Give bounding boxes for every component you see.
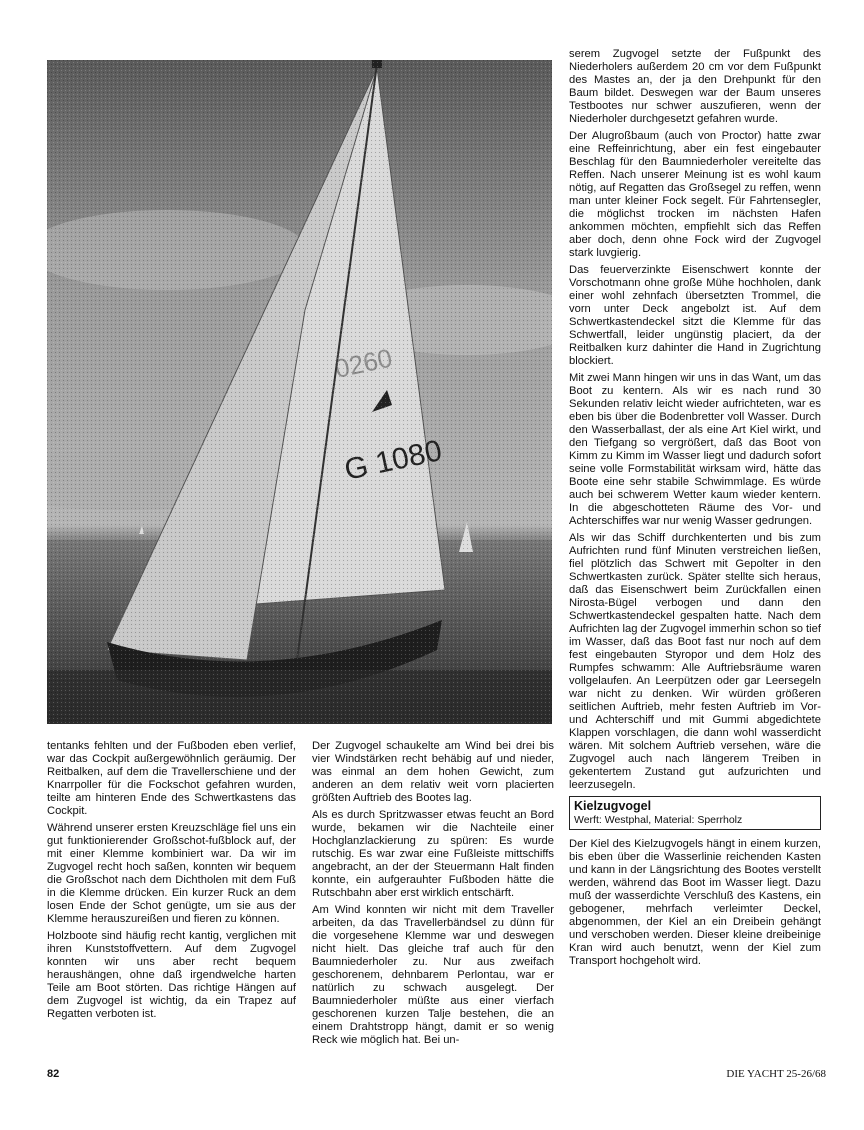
- paragraph: Das feuerverzinkte Eisenschwert konnte der Vorschotmann ohne große Mühe hochholen, dank einer wohl zehnfach übersetzten Trommel, die vorn unter Deck angebolzt ist. Auf dem Schwertkastendeckel sitzt die Klemme für das Schwertfall, leider ungünstig placiert, da der Reitbalken kurz dahinter die Hand in Zugrichtung blockiert.: [569, 264, 821, 367]
- magazine-issue: DIE YACHT 25-26/68: [726, 1068, 826, 1080]
- sailboat-photo: [47, 60, 552, 724]
- column-right: [569, 48, 821, 972]
- paragraph: Am Wind konnten wir nicht mit dem Traveller arbeiten, da das Travellerbändsel zu dünn für die vorgesehene Klemme war und deswegen nicht hielt. Das gleiche traf auch für den Baumniederholer zu. Nur aus zweifach geschorenem, dehnbarem Perlontau, war er natürlich zu schwach ausgelegt. Der Baumniederholer müßte aus einer vierfach geschorenen kurzen Talje bestehen, die an einem Drahtstropp hängt, damit er so wenig Reck wie möglich hat. Bei un-: [312, 904, 554, 1046]
- paragraph: Der Alugroßbaum (auch von Proctor) hatte zwar eine Reffeinrichtung, aber ein fest eingebauter Beschlag für den Baumniederholer vereitelte das Reffen. Nach unserer Meinung ist es wohl kaum nötig, auf Regatten das Großsegel zu reffen, wenn man unter kleiner Fock segelt. Für Fahrtensegler, die möglichst trocken im nächsten Hafen ankommen möchten, empfiehlt sich das Reffen aber doch, denn ohne Fock wird der Zugvogel stark luvgierig.: [569, 130, 821, 259]
- page-number: 82: [47, 1068, 60, 1080]
- box-title: Kielzugvogel: [574, 799, 652, 813]
- boat-info-box: [569, 796, 821, 830]
- paragraph: Mit zwei Mann hingen wir uns in das Want, um das Boot zu kentern. Als wir es nach rund 30 Sekunden relativ leicht wieder aufrichteten, war es eben bis über die Bodenbretter voll Wasser. Durch den Wasserballast, der als eine Art Kiel wirkt, und den Tiefgang so vergrößert, daß das Boot von Kimm zu Kimm im Wasser liegt und dadurch sofort seine volle Formstabilität wirksam wird, hätte das Boote eine sehr stabile Schwimmlage. Es würde auch bei schwerem Wetter kaum wieder kentern. In die abgeschotteten Räume des Vor- und Achterschiffes war nur wenig Wasser gedrungen.: [569, 372, 821, 527]
- paragraph: Der Kiel des Kielzugvogels hängt in einem kurzen, bis eben über die Wasserlinie reichenden Kasten und kann in der Längsrichtung des Bootes verstellt werden, während das Boot im Wasser liegt. Dazu muß der wasserdichte Verschluß des Kastens, ein gebogener, mehrfach verleimter Deckel, abgenommen, der Kiel an ein Dreibein gehängt und verschoben werden. Dieser kleine dreibeinige Kran wird auch benutzt, wenn der Kiel zum Transport hochgeholt wird.: [569, 838, 821, 967]
- box-subtitle: Werft: Westphal, Material: Sperrholz: [574, 814, 743, 826]
- column-middle: [312, 740, 554, 1051]
- paragraph: Der Zugvogel schaukelte am Wind bei drei bis vier Windstärken recht behäbig auf und nieder, was einmal an dem hohen Gewicht, zum anderen an dem relativ weit vorn placierten größten Auftrieb des Bootes lag.: [312, 740, 554, 804]
- paragraph: Während unserer ersten Kreuzschläge fiel uns ein gut funktionierender Großschot-fußblock auf, der mit einer Klemme kombiniert war. Da wir im Zugvogel recht hoch saßen, konnten wir bequem die Großschot nach dem Dichtholen mit dem Fuß in die Klemme drücken. Ein kurzer Ruck an dem losen Ende der Schot genügte, um sie aus der Klemme herauszureißen und fieren zu können.: [47, 822, 296, 925]
- paragraph: tentanks fehlten und der Fußboden eben verlief, war das Cockpit außergewöhnlich geräumig. Der Reitbalken, auf dem die Travellerschiene und der Knarrpoller für die Fockschot gefahren wurden, teilte am hinteren Ende des Schwertkastens das Cockpit.: [47, 740, 296, 817]
- column-left: [47, 740, 296, 1025]
- paragraph: serem Zugvogel setzte der Fußpunkt des Niederholers außerdem 20 cm vor dem Fußpunkt des Mastes an, der ja den Drehpunkt für den Baum bildet. Deswegen war der Baum unseres Testbootes nur schwer auszufieren, wenn der Niederholer durchgesetzt gefahren wurde.: [569, 48, 821, 125]
- paragraph: Holzboote sind häufig recht kantig, verglichen mit ihren Kunststoffvettern. Auf dem Zugvogel konnten wir uns aber recht bequem heraushängen, ohne daß irgendwelche harten Teile am Boot störten. Das richtige Hängen auf dem Zugvogel ist wichtig, da ein Trapez auf Regatten verboten ist.: [47, 930, 296, 1020]
- paragraph: Als wir das Schiff durchkenterten und bis zum Aufrichten rund fünf Minuten verstreichen ließen, fiel plötzlich das Schwert mit Gepolter in den Schwertkasten zurück. Später stellte sich heraus, daß das Eisenschwert beim Zurückfallen einen Nirosta-Bügel verbogen und dann den Schwertkastendeckel gespalten hatte. Nach dem Aufrichten lag der Zugvogel immerhin schon so tief im Wasser, daß das Boot fast nur noch auf dem fest eingebauten Styropor und dem Holz des Rumpfes schwamm: Alle Auftriebsräume waren vollgelaufen. An Leerpützen oder gar Leersegeln war nicht zu denken. Wir würden größeren seitlichen Auftrieb, mehr festen Auftrieb im Vor- und Achterschiff und mit Gummi abgedichtete Klappen vorschlagen, die dann wohl wasserdicht wären. Mit solchem Auftrieb versehen, wäre die Zugvogel auch nach längerem Treiben in gekentertem Zustand gut aufzurichten und leerzusegeln.: [569, 532, 821, 791]
- sailboat-image: [47, 60, 552, 724]
- paragraph: Als es durch Spritzwasser etwas feucht an Bord wurde, bekamen wir die Nachteile einer Hochglanzlackierung zu spüren: Es wurde rutschig. Es war zwar eine Fußleiste mittschiffs angebracht, an der der Steuermann Halt finden konnte, ein aufgerauhter Fußboden hätte die Rutschbahn aber erst wirklich entschärft.: [312, 809, 554, 899]
